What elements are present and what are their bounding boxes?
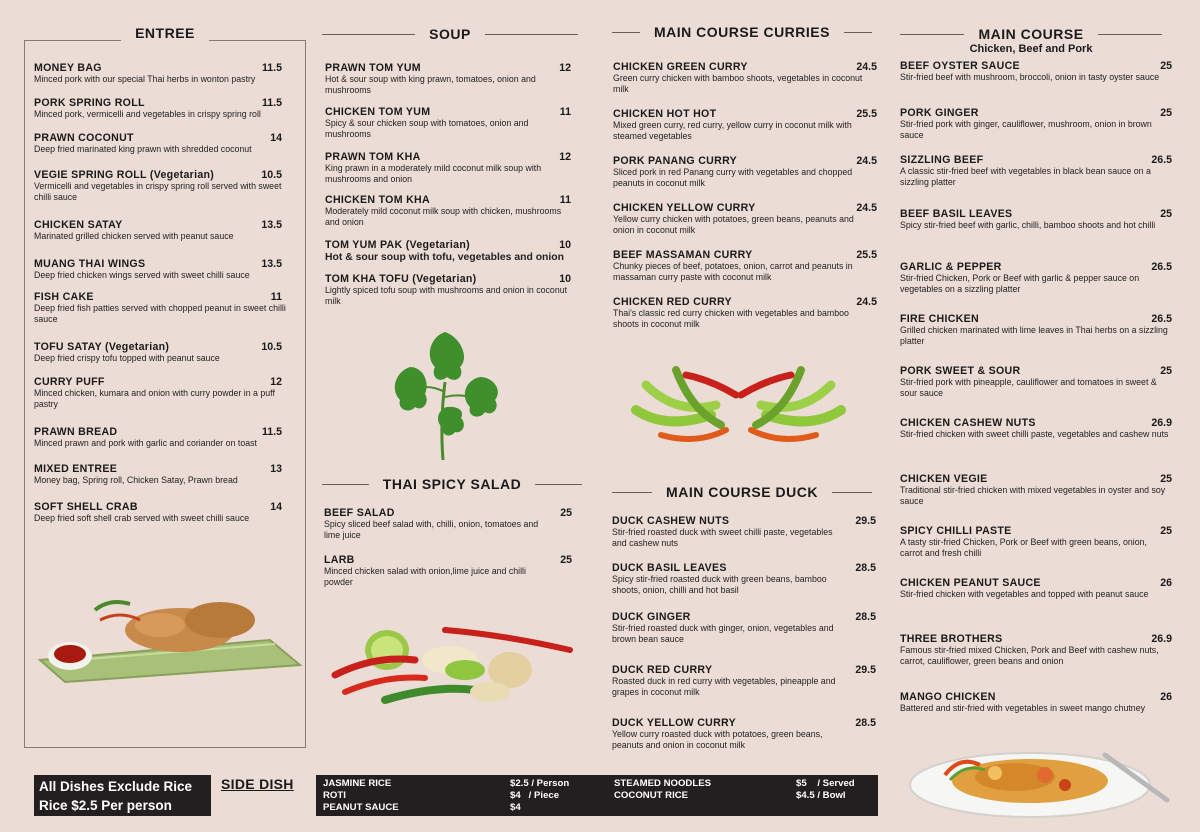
dish-name: FISH CAKE bbox=[34, 291, 94, 303]
dish-name: DUCK YELLOW CURRY bbox=[612, 717, 736, 729]
dish-description: Stir-fried beef with mushroom, broccoli, onion in tasty oyster sauce bbox=[900, 72, 1160, 82]
dish-price: 13.5 bbox=[261, 258, 282, 270]
soup-menu-item bbox=[325, 62, 575, 96]
dish-name: LARB bbox=[324, 554, 355, 566]
dish-description: Traditional stir-fried chicken with mixed vegetables in oyster and soy sauce bbox=[900, 485, 1166, 506]
dish-price: 25.5 bbox=[856, 249, 877, 261]
entree-menu-item bbox=[34, 169, 294, 203]
dish-description: Money bag, Spring roll, Chicken Satay, Prawn bread bbox=[34, 475, 238, 485]
duck-menu-item bbox=[612, 664, 876, 698]
main-menu-item bbox=[900, 633, 1172, 667]
dish-name: CHICKEN SATAY bbox=[34, 219, 123, 231]
soup-menu-item bbox=[325, 194, 575, 228]
dish-description: Green curry chicken with bamboo shoots, vegetables in coconut milk bbox=[613, 73, 863, 94]
dish-description: Yellow curry chicken with potatoes, green beans, peanuts and onion in coconut milk bbox=[613, 214, 854, 235]
dish-description: Yellow curry roasted duck with potatoes, green beans, peanuts and onion in coconut milk bbox=[612, 729, 823, 750]
salad-title: THAI SPICY SALAD bbox=[369, 476, 535, 492]
dish-name: PRAWN BREAD bbox=[34, 426, 118, 438]
main-menu-item bbox=[900, 473, 1172, 507]
pad-thai-plate-image bbox=[905, 735, 1175, 820]
entree-menu-item bbox=[34, 132, 294, 155]
duck-heading bbox=[612, 484, 872, 500]
duck-title: MAIN COURSE DUCK bbox=[652, 484, 832, 500]
dish-price: 24.5 bbox=[856, 296, 877, 308]
entree-menu-item bbox=[34, 97, 294, 120]
dish-price: 25 bbox=[1160, 60, 1172, 72]
dish-price: 24.5 bbox=[856, 155, 877, 167]
rice-note-line-1: All Dishes Exclude Rice bbox=[39, 779, 193, 794]
dish-name: VEGIE SPRING ROLL (Vegetarian) bbox=[34, 169, 215, 181]
dish-price: 26.5 bbox=[1151, 313, 1172, 325]
duck-menu-item bbox=[612, 611, 876, 645]
main-menu-item bbox=[900, 365, 1172, 399]
dish-price: 13 bbox=[270, 463, 282, 475]
dish-description: King prawn in a moderately mild coconut milk soup with mushrooms and onion bbox=[325, 163, 542, 184]
side-dish-price: $5 / Served bbox=[796, 778, 855, 789]
dish-price: 28.5 bbox=[855, 611, 876, 623]
dish-description: Stir-fried roasted duck with sweet chilli paste, vegetables and cashew nuts bbox=[612, 527, 833, 548]
curries-menu-item bbox=[613, 249, 877, 283]
dish-name: THREE BROTHERS bbox=[900, 633, 1003, 645]
main-menu-item bbox=[900, 313, 1172, 347]
entree-menu-item bbox=[34, 341, 294, 364]
dish-description: Stir-fried pork with ginger, cauliflower, mushroom, onion in brown sauce bbox=[900, 119, 1152, 140]
side-dish-name: JASMINE RICE bbox=[323, 778, 392, 789]
dish-price: 11 bbox=[559, 194, 571, 206]
dish-description: Deep fried soft shell crab served with sweet chilli sauce bbox=[34, 513, 250, 523]
dish-description: Deep fried marinated king prawn with shredded coconut bbox=[34, 144, 252, 154]
dish-price: 11.5 bbox=[261, 426, 282, 438]
dish-price: 12 bbox=[270, 376, 282, 388]
dish-name: BEEF OYSTER SAUCE bbox=[900, 60, 1020, 72]
dish-description: Sliced pork in red Panang curry with vegetables and chopped peanuts in coconut milk bbox=[613, 167, 853, 188]
dish-name: CHICKEN YELLOW CURRY bbox=[613, 202, 756, 214]
dish-name: GARLIC & PEPPER bbox=[900, 261, 1002, 273]
main-menu-item bbox=[900, 154, 1172, 188]
curries-menu-item bbox=[613, 296, 877, 330]
dish-name: PRAWN TOM YUM bbox=[325, 62, 421, 74]
dish-description: Vermicelli and vegetables in crispy spring roll served with sweet chilli sauce bbox=[34, 181, 282, 202]
soft-shell-crab-plate-image bbox=[30, 590, 304, 685]
side-dish-panel bbox=[316, 775, 878, 816]
rice-note-line-2: Rice $2.5 Per person bbox=[39, 798, 172, 813]
dish-name: BEEF MASSAMAN CURRY bbox=[613, 249, 753, 261]
dish-description: Moderately mild coconut milk soup with chicken, mushrooms and onion bbox=[325, 206, 562, 227]
dish-name: MANGO CHICKEN bbox=[900, 691, 996, 703]
dish-price: 25 bbox=[1160, 365, 1172, 377]
main-menu-item bbox=[900, 107, 1172, 141]
dish-name: TOFU SATAY (Vegetarian) bbox=[34, 341, 170, 353]
dish-name: SOFT SHELL CRAB bbox=[34, 501, 138, 513]
dish-name: MUANG THAI WINGS bbox=[34, 258, 146, 270]
curries-menu-item bbox=[613, 155, 877, 189]
main-menu-item bbox=[900, 691, 1172, 714]
dish-price: 28.5 bbox=[855, 717, 876, 729]
soup-menu-item bbox=[325, 273, 575, 307]
dish-price: 29.5 bbox=[855, 664, 876, 676]
dish-description: Roasted duck in red curry with vegetables, pineapple and grapes in coconut milk bbox=[612, 676, 836, 697]
dish-description: Spicy sliced beef salad with, chilli, onion, tomatoes and lime juice bbox=[324, 519, 539, 540]
dish-name: SIZZLING BEEF bbox=[900, 154, 984, 166]
dish-description: Minced chicken, kumara and onion with curry powder in a puff pastry bbox=[34, 388, 275, 409]
dish-description: Stir-fried roasted duck with ginger, onion, vegetables and brown bean sauce bbox=[612, 623, 834, 644]
dish-description: Stir-fried chicken with sweet chilli paste, vegetables and cashew nuts bbox=[900, 429, 1169, 439]
duck-menu-item bbox=[612, 562, 876, 596]
dish-price: 26.5 bbox=[1151, 261, 1172, 273]
dish-name: BEEF SALAD bbox=[324, 507, 395, 519]
dish-price: 11.5 bbox=[261, 97, 282, 109]
main-heading bbox=[900, 26, 1162, 42]
dish-price: 10.5 bbox=[261, 341, 282, 353]
curries-heading bbox=[612, 24, 872, 40]
dish-name: PRAWN COCONUT bbox=[34, 132, 134, 144]
dish-price: 10 bbox=[559, 273, 571, 285]
dish-description: Famous stir-fried mixed Chicken, Pork and Beef with cashew nuts, carrot, cauliflower, green beans and onion bbox=[900, 645, 1159, 666]
dish-price: 25 bbox=[1160, 208, 1172, 220]
dish-description: Minced pork, vermicelli and vegetables in crispy spring roll bbox=[34, 109, 261, 119]
side-dish-name: STEAMED NOODLES bbox=[614, 778, 712, 789]
duck-menu-item bbox=[612, 717, 876, 751]
curries-menu-item bbox=[613, 202, 877, 236]
dish-name: FIRE CHICKEN bbox=[900, 313, 979, 325]
entree-menu-item bbox=[34, 62, 294, 85]
dish-price: 26.9 bbox=[1151, 417, 1172, 429]
dish-price: 11 bbox=[270, 291, 282, 303]
dish-price: 28.5 bbox=[855, 562, 876, 574]
entree-menu-item bbox=[34, 426, 294, 449]
dish-name: BEEF BASIL LEAVES bbox=[900, 208, 1013, 220]
dish-description: A classic stir-fried beef with vegetables in black bean sauce on a sizzling platter bbox=[900, 166, 1151, 187]
dish-name: CHICKEN HOT HOT bbox=[613, 108, 717, 120]
dish-price: 14 bbox=[270, 132, 282, 144]
salad-menu-item bbox=[324, 554, 576, 588]
dish-description: Stir-fried Chicken, Pork or Beef with garlic & pepper sauce on vegetables on a sizzling platter bbox=[900, 273, 1140, 294]
side-dish-price: $2.5 / Person bbox=[510, 778, 570, 789]
dish-price: 29.5 bbox=[855, 515, 876, 527]
dish-description: Deep fried chicken wings served with sweet chilli sauce bbox=[34, 270, 250, 280]
duck-menu-item bbox=[612, 515, 876, 549]
salad-menu-item bbox=[324, 507, 576, 541]
side-dish-name: PEANUT SAUCE bbox=[323, 802, 399, 813]
herbs-chilli-image bbox=[325, 620, 575, 720]
dish-price: 25 bbox=[1160, 525, 1172, 537]
dish-price: 25.5 bbox=[856, 108, 877, 120]
dish-name: DUCK RED CURRY bbox=[612, 664, 713, 676]
curries-menu-item bbox=[613, 108, 877, 142]
main-menu-item bbox=[900, 60, 1172, 83]
dish-name: CHICKEN VEGIE bbox=[900, 473, 988, 485]
dish-description: Spicy stir-fried roasted duck with green beans, bamboo shoots, onion, chilli and hot basil bbox=[612, 574, 827, 595]
main-subtitle: Chicken, Beef and Pork bbox=[969, 43, 1093, 55]
dish-name: CHICKEN TOM YUM bbox=[325, 106, 431, 118]
dish-description: Thai's classic red curry chicken with vegetables and bamboo shoots in coconut milk bbox=[613, 308, 849, 329]
dish-price: 25 bbox=[560, 554, 572, 566]
dish-name: PORK GINGER bbox=[900, 107, 979, 119]
entree-menu-item bbox=[34, 501, 294, 524]
dish-price: 26.9 bbox=[1151, 633, 1172, 645]
dish-name: SPICY CHILLI PASTE bbox=[900, 525, 1012, 537]
dish-name: PORK SWEET & SOUR bbox=[900, 365, 1021, 377]
side-dish-price: $4 / Piece bbox=[510, 790, 560, 801]
soup-menu-item bbox=[325, 151, 575, 185]
dish-description: Deep fried fish patties served with chopped peanut in sweet chilli sauce bbox=[34, 303, 286, 324]
dish-price: 13.5 bbox=[261, 219, 282, 231]
dish-name: DUCK CASHEW NUTS bbox=[612, 515, 730, 527]
dish-price: 11.5 bbox=[261, 62, 282, 74]
entree-menu-item bbox=[34, 291, 294, 325]
dish-price: 25 bbox=[560, 507, 572, 519]
chillies-image bbox=[626, 355, 851, 465]
main-menu-item bbox=[900, 417, 1172, 440]
rice-note-panel bbox=[34, 775, 211, 816]
coriander-image bbox=[385, 322, 505, 462]
dish-name: CHICKEN GREEN CURRY bbox=[613, 61, 748, 73]
dish-description: Grilled chicken marinated with lime leaves in Thai herbs on a sizzling platter bbox=[900, 325, 1168, 346]
dish-name: CHICKEN PEANUT SAUCE bbox=[900, 577, 1041, 589]
entree-menu-item bbox=[34, 376, 294, 410]
dish-name: MONEY BAG bbox=[34, 62, 102, 74]
dish-name: DUCK GINGER bbox=[612, 611, 691, 623]
entree-menu-item bbox=[34, 258, 294, 281]
dish-price: 14 bbox=[270, 501, 282, 513]
dish-price: 11 bbox=[559, 106, 571, 118]
dish-price: 25 bbox=[1160, 473, 1172, 485]
dish-name: PORK PANANG CURRY bbox=[613, 155, 737, 167]
entree-title: ENTREE bbox=[121, 25, 209, 41]
dish-price: 10.5 bbox=[261, 169, 282, 181]
dish-name: CHICKEN TOM KHA bbox=[325, 194, 430, 206]
dish-description: Spicy & sour chicken soup with tomatoes, onion and mushrooms bbox=[325, 118, 529, 139]
main-menu-item bbox=[900, 525, 1172, 559]
dish-price: 26 bbox=[1160, 691, 1172, 703]
soup-title: SOUP bbox=[415, 26, 485, 42]
dish-description: Chunky pieces of beef, potatoes, onion, carrot and peanuts in massaman curry paste with coconut milk bbox=[613, 261, 853, 282]
entree-menu-item bbox=[34, 463, 294, 486]
main-title: MAIN COURSE bbox=[964, 26, 1097, 42]
dish-description: Battered and stir-fried with vegetables in sweet mango chutney bbox=[900, 703, 1145, 713]
dish-name: PRAWN TOM KHA bbox=[325, 151, 421, 163]
dish-name: CHICKEN CASHEW NUTS bbox=[900, 417, 1036, 429]
dish-description: Stir-fried chicken with vegetables and topped with peanut sauce bbox=[900, 589, 1149, 599]
side-dish-title: SIDE DISH bbox=[221, 776, 294, 792]
dish-price: 10 bbox=[559, 239, 571, 251]
soup-menu-item bbox=[325, 239, 575, 264]
side-dish-name: COCONUT RICE bbox=[614, 790, 689, 801]
dish-price: 12 bbox=[559, 62, 571, 74]
side-dish-price: $4 bbox=[510, 802, 521, 813]
dish-name: CURRY PUFF bbox=[34, 376, 105, 388]
dish-name: TOM KHA TOFU (Vegetarian) bbox=[325, 273, 477, 285]
dish-description: Mixed green curry, red curry, yellow curry in coconut milk with steamed vegetables bbox=[613, 120, 852, 141]
dish-price: 26.5 bbox=[1151, 154, 1172, 166]
dish-description: A tasty stir-fried Chicken, Pork or Beef with green beans, onion, carrot and fresh chilli bbox=[900, 537, 1147, 558]
dish-name: TOM YUM PAK (Vegetarian) bbox=[325, 239, 470, 251]
soup-heading bbox=[322, 26, 578, 42]
dish-description: Hot & sour soup with tofu, vegetables and onion bbox=[325, 252, 564, 263]
dish-description: Hot & sour soup with king prawn, tomatoes, onion and mushrooms bbox=[325, 74, 536, 95]
dish-price: 24.5 bbox=[856, 202, 877, 214]
dish-price: 25 bbox=[1160, 107, 1172, 119]
dish-description: Minced prawn and pork with garlic and coriander on toast bbox=[34, 438, 257, 448]
dish-description: Lightly spiced tofu soup with mushrooms and onion in coconut milk bbox=[325, 285, 568, 306]
dish-description: Spicy stir-fried beef with garlic, chilli, bamboo shoots and hot chilli bbox=[900, 220, 1156, 230]
dish-description: Stir-fried pork with pineapple, cauliflower and tomatoes in sweet & sour sauce bbox=[900, 377, 1157, 398]
main-menu-item bbox=[900, 208, 1172, 231]
dish-name: DUCK BASIL LEAVES bbox=[612, 562, 727, 574]
curries-title: MAIN COURSE CURRIES bbox=[640, 24, 844, 40]
side-dish-price: $4.5 / Bowl bbox=[796, 790, 846, 801]
dish-description: Deep fried crispy tofu topped with peanut sauce bbox=[34, 353, 220, 363]
dish-description: Minced pork with our special Thai herbs in wonton pastry bbox=[34, 74, 256, 84]
soup-menu-item bbox=[325, 106, 575, 140]
side-dish-name: ROTI bbox=[323, 790, 346, 801]
curries-menu-item bbox=[613, 61, 877, 95]
main-menu-item bbox=[900, 577, 1172, 600]
dish-name: PORK SPRING ROLL bbox=[34, 97, 145, 109]
main-menu-item bbox=[900, 261, 1172, 295]
dish-price: 24.5 bbox=[856, 61, 877, 73]
dish-description: Minced chicken salad with onion,lime juice and chilli powder bbox=[324, 566, 526, 587]
dish-name: MIXED ENTREE bbox=[34, 463, 118, 475]
salad-heading bbox=[322, 476, 582, 492]
dish-price: 12 bbox=[559, 151, 571, 163]
entree-heading bbox=[24, 25, 306, 41]
entree-menu-item bbox=[34, 219, 294, 242]
dish-price: 26 bbox=[1160, 577, 1172, 589]
dish-name: CHICKEN RED CURRY bbox=[613, 296, 732, 308]
dish-description: Marinated grilled chicken served with peanut sauce bbox=[34, 231, 234, 241]
